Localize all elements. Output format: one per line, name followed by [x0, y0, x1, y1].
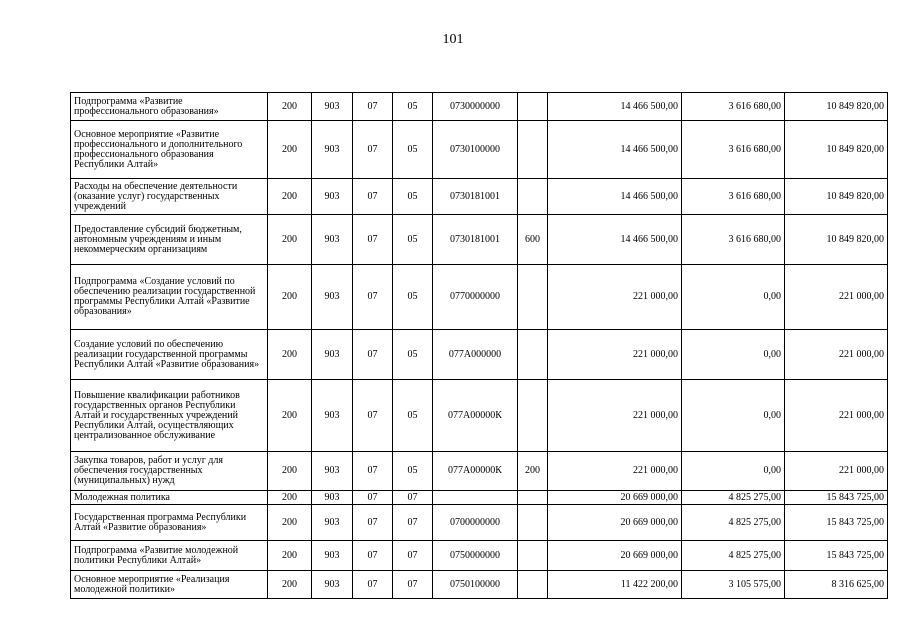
amount-regional: 221 000,00 [785, 452, 888, 491]
table-row [71, 121, 888, 179]
amount-federal: 0,00 [682, 452, 785, 491]
subsection-code: 05 [393, 121, 433, 179]
subsection-code: 07 [393, 491, 433, 505]
amount-total: 221 000,00 [548, 265, 682, 330]
amount-regional: 10 849 820,00 [785, 215, 888, 265]
table-row [71, 330, 888, 380]
amount-federal: 0,00 [682, 380, 785, 452]
amount-federal: 3 616 680,00 [682, 179, 785, 215]
target-article: 0700000000 [433, 505, 518, 541]
table-row [71, 571, 888, 599]
expense-kind [518, 571, 548, 599]
amount-total: 11 422 200,00 [548, 571, 682, 599]
table-row [71, 215, 888, 265]
subsection-code: 07 [393, 571, 433, 599]
table-row [71, 505, 888, 541]
table-row [71, 265, 888, 330]
target-article: 0730181001 [433, 179, 518, 215]
target-article [433, 491, 518, 505]
expense-kind [518, 380, 548, 452]
amount-federal: 3 616 680,00 [682, 93, 785, 121]
table-row [71, 452, 888, 491]
row-name: Подпрограмма «Развитие молодежной политики Республики Алтай» [71, 541, 268, 571]
amount-total: 221 000,00 [548, 330, 682, 380]
subsection-code: 07 [393, 505, 433, 541]
amount-regional: 221 000,00 [785, 330, 888, 380]
admin-code: 200 [268, 541, 312, 571]
row-name: Повышение квалификации работников государственных органов Республики Алтай и государственных учреждений Республики Алтай, осуществляющих централизованное обслуживание [71, 380, 268, 452]
section-code: 07 [353, 215, 393, 265]
amount-regional: 221 000,00 [785, 265, 888, 330]
expense-kind [518, 491, 548, 505]
admin-code: 200 [268, 215, 312, 265]
department-code: 903 [312, 330, 353, 380]
row-name: Подпрограмма «Создание условий по обеспечению реализации государственной программы Республики Алтай «Развитие образования» [71, 265, 268, 330]
target-article: 077А00000К [433, 452, 518, 491]
department-code: 903 [312, 215, 353, 265]
amount-total: 20 669 000,00 [548, 541, 682, 571]
expense-kind [518, 541, 548, 571]
expense-kind [518, 505, 548, 541]
subsection-code: 05 [393, 179, 433, 215]
amount-federal: 0,00 [682, 265, 785, 330]
section-code: 07 [353, 541, 393, 571]
row-name: Основное мероприятие «Развитие профессионального и дополнительного профессионального образования Республики Алтай» [71, 121, 268, 179]
subsection-code: 05 [393, 93, 433, 121]
amount-total: 14 466 500,00 [548, 121, 682, 179]
department-code: 903 [312, 93, 353, 121]
amount-federal: 4 825 275,00 [682, 505, 785, 541]
department-code: 903 [312, 571, 353, 599]
section-code: 07 [353, 179, 393, 215]
subsection-code: 05 [393, 452, 433, 491]
amount-total: 14 466 500,00 [548, 93, 682, 121]
amount-federal: 3 105 575,00 [682, 571, 785, 599]
department-code: 903 [312, 121, 353, 179]
department-code: 903 [312, 179, 353, 215]
amount-regional: 15 843 725,00 [785, 505, 888, 541]
amount-federal: 0,00 [682, 330, 785, 380]
admin-code: 200 [268, 330, 312, 380]
row-name: Государственная программа Республики Алтай «Развитие образования» [71, 505, 268, 541]
expense-kind [518, 265, 548, 330]
row-name: Подпрограмма «Развитие профессионального образования» [71, 93, 268, 121]
section-code: 07 [353, 121, 393, 179]
target-article: 077А00000К [433, 380, 518, 452]
department-code: 903 [312, 505, 353, 541]
department-code: 903 [312, 541, 353, 571]
amount-total: 221 000,00 [548, 380, 682, 452]
amount-federal: 3 616 680,00 [682, 215, 785, 265]
amount-regional: 15 843 725,00 [785, 541, 888, 571]
table-row [71, 93, 888, 121]
expense-kind: 600 [518, 215, 548, 265]
target-article: 0750100000 [433, 571, 518, 599]
subsection-code: 05 [393, 265, 433, 330]
admin-code: 200 [268, 93, 312, 121]
row-name: Предоставление субсидий бюджетным, автономным учреждениям и иным некоммерческим организациям [71, 215, 268, 265]
amount-regional: 15 843 725,00 [785, 491, 888, 505]
table-row [71, 179, 888, 215]
admin-code: 200 [268, 121, 312, 179]
subsection-code: 05 [393, 330, 433, 380]
amount-regional: 10 849 820,00 [785, 179, 888, 215]
admin-code: 200 [268, 452, 312, 491]
amount-regional: 10 849 820,00 [785, 121, 888, 179]
department-code: 903 [312, 491, 353, 505]
amount-federal: 4 825 275,00 [682, 541, 785, 571]
amount-total: 20 669 000,00 [548, 505, 682, 541]
table-row [71, 541, 888, 571]
subsection-code: 05 [393, 215, 433, 265]
section-code: 07 [353, 452, 393, 491]
admin-code: 200 [268, 380, 312, 452]
expense-kind [518, 179, 548, 215]
admin-code: 200 [268, 491, 312, 505]
target-article: 0730181001 [433, 215, 518, 265]
amount-regional: 221 000,00 [785, 380, 888, 452]
expense-kind [518, 93, 548, 121]
expense-kind [518, 121, 548, 179]
section-code: 07 [353, 571, 393, 599]
section-code: 07 [353, 265, 393, 330]
amount-regional: 10 849 820,00 [785, 93, 888, 121]
section-code: 07 [353, 505, 393, 541]
target-article: 0770000000 [433, 265, 518, 330]
section-code: 07 [353, 93, 393, 121]
admin-code: 200 [268, 179, 312, 215]
department-code: 903 [312, 380, 353, 452]
subsection-code: 05 [393, 380, 433, 452]
row-name: Расходы на обеспечение деятельности (оказание услуг) государственных учреждений [71, 179, 268, 215]
budget-table [70, 92, 888, 599]
table-row [71, 380, 888, 452]
target-article: 0730100000 [433, 121, 518, 179]
amount-total: 14 466 500,00 [548, 179, 682, 215]
admin-code: 200 [268, 505, 312, 541]
target-article: 0750000000 [433, 541, 518, 571]
target-article: 0730000000 [433, 93, 518, 121]
amount-federal: 3 616 680,00 [682, 121, 785, 179]
row-name: Закупка товаров, работ и услуг для обеспечения государственных (муниципальных) нужд [71, 452, 268, 491]
table-row [71, 491, 888, 505]
admin-code: 200 [268, 265, 312, 330]
row-name: Молодежная политика [71, 491, 268, 505]
page-number: 101 [442, 32, 464, 47]
amount-regional: 8 316 625,00 [785, 571, 888, 599]
amount-total: 20 669 000,00 [548, 491, 682, 505]
target-article: 077А000000 [433, 330, 518, 380]
amount-total: 14 466 500,00 [548, 215, 682, 265]
amount-total: 221 000,00 [548, 452, 682, 491]
section-code: 07 [353, 491, 393, 505]
section-code: 07 [353, 330, 393, 380]
expense-kind [518, 330, 548, 380]
amount-federal: 4 825 275,00 [682, 491, 785, 505]
row-name: Основное мероприятие «Реализация молодежной политики» [71, 571, 268, 599]
department-code: 903 [312, 452, 353, 491]
section-code: 07 [353, 380, 393, 452]
expense-kind: 200 [518, 452, 548, 491]
department-code: 903 [312, 265, 353, 330]
subsection-code: 07 [393, 541, 433, 571]
admin-code: 200 [268, 571, 312, 599]
row-name: Создание условий по обеспечению реализации государственной программы Республики Алтай «Развитие образования» [71, 330, 268, 380]
